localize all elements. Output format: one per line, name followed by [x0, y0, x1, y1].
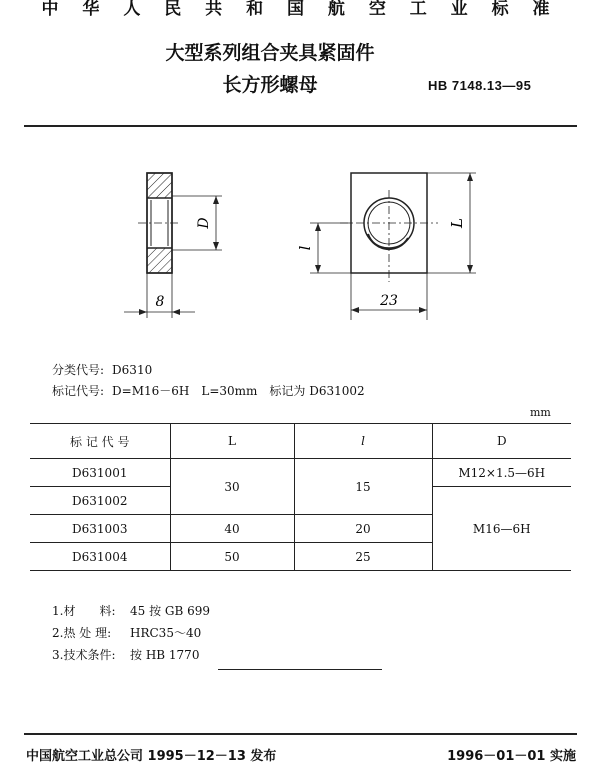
- classification-code-value: D6310: [112, 363, 153, 377]
- classification-code: [52, 361, 160, 378]
- header-divider: [24, 125, 577, 127]
- dim-thickness-label: 8: [155, 294, 165, 310]
- footer-divider: [24, 733, 577, 735]
- note-technical-conditions: [52, 646, 199, 663]
- row-code: D631004: [30, 543, 170, 571]
- note-value: HRC35～40: [130, 626, 202, 640]
- standard-number: HB 7148.13—95: [428, 78, 532, 93]
- header-D: D: [432, 424, 571, 459]
- specification-table: [30, 423, 571, 571]
- cell-L: 40: [170, 515, 294, 543]
- marking-code: [52, 382, 373, 399]
- note-material: [52, 602, 210, 619]
- table-row: [30, 459, 571, 487]
- side-view: [124, 173, 222, 318]
- effective-date: 1996－01－01 实施: [447, 749, 576, 764]
- note-value: 45 按 GB 699: [130, 604, 211, 618]
- row-code: D631002: [30, 487, 170, 515]
- dim-l-label: l: [296, 245, 314, 251]
- header-mark-code: 标 记 代 号: [30, 424, 170, 459]
- cell-L: 50: [170, 543, 294, 571]
- cell-l: 15: [294, 459, 432, 515]
- end-line: [218, 669, 382, 670]
- note-value: 按 HB 1770: [130, 648, 200, 662]
- cell-D: M12×1.5—6H: [432, 459, 571, 487]
- row-code: D631001: [30, 459, 170, 487]
- note-label: 1.材 料:: [52, 604, 116, 618]
- header-L: L: [170, 424, 294, 459]
- nut-drawing: [0, 150, 600, 330]
- cell-D: M16—6H: [432, 487, 571, 571]
- dim-width-label: 23: [380, 293, 398, 309]
- note-heat-treatment: [52, 624, 201, 641]
- standard-organization: 中 华 人 民 共 和 国 航 空 工 业 标 准: [41, 0, 559, 19]
- note-label: 2.热 处 理:: [52, 626, 112, 640]
- document-title-line2: 长方形螺母: [222, 74, 318, 96]
- marking-code-example: D=M16－6H L=30mm 标记为 D631002: [112, 384, 365, 398]
- marking-code-label: 标记代号:: [52, 384, 105, 398]
- unit-label: mm: [530, 406, 551, 419]
- issue-info: 中国航空工业总公司 1995－12－13 发布: [26, 749, 277, 764]
- document-title-line1: 大型系列组合夹具紧固件: [165, 42, 375, 64]
- header-l: l: [294, 424, 432, 459]
- cell-l: 20: [294, 515, 432, 543]
- cell-L: 30: [170, 459, 294, 515]
- dim-L-label: L: [448, 218, 466, 228]
- classification-code-label: 分类代号:: [52, 363, 105, 377]
- row-code: D631003: [30, 515, 170, 543]
- table-header-row: [30, 424, 571, 459]
- dim-D-label: D: [196, 217, 212, 229]
- cell-l: 25: [294, 543, 432, 571]
- note-label: 3.技术条件:: [52, 648, 116, 662]
